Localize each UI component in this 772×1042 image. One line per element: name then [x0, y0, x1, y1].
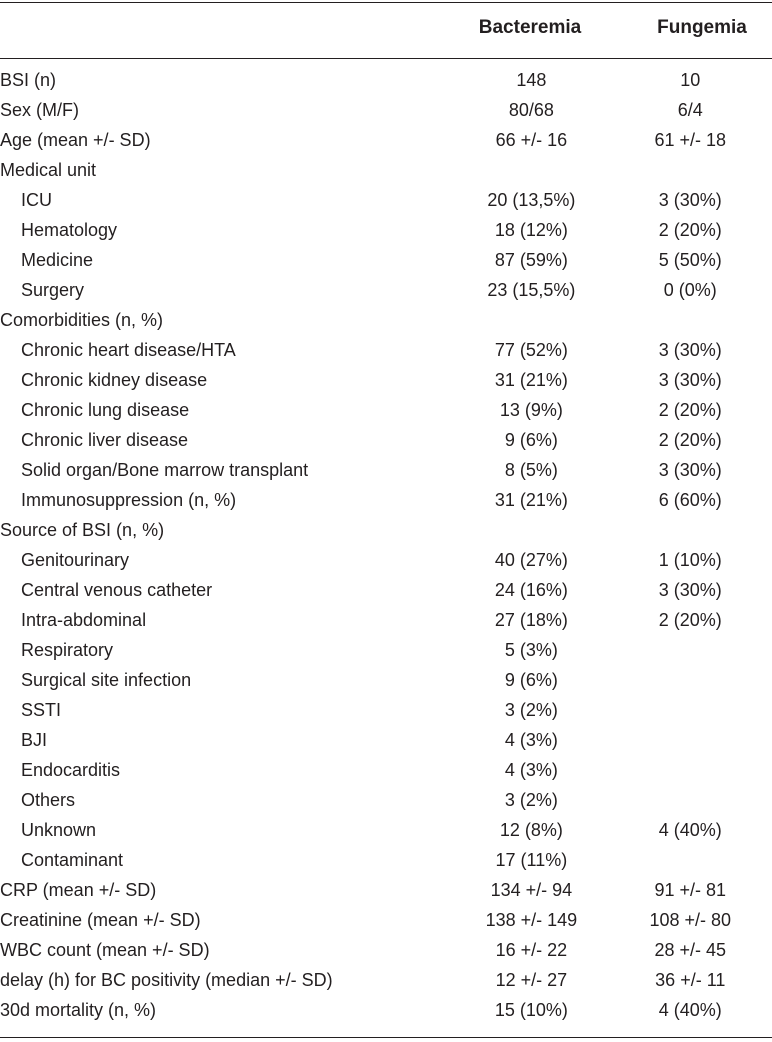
cell-bacteremia: 80/68: [508, 100, 554, 120]
cell-bacteremia: [454, 155, 608, 185]
row-label: WBC count (mean +/- SD): [0, 940, 210, 960]
cell-fungemia: 10: [680, 70, 701, 90]
row-sub-label: Hematology: [21, 220, 118, 240]
cell-fungemia: [609, 635, 772, 665]
row-sub-label: Chronic liver disease: [21, 430, 189, 450]
cell-bacteremia: 31 (21%): [494, 490, 568, 510]
cell-bacteremia: 24 (16%): [494, 580, 568, 600]
cell-fungemia: [609, 515, 772, 545]
table-row: [0, 95, 772, 125]
row-sub-label: Unknown: [21, 820, 97, 840]
row-sub-label: BJI: [21, 730, 48, 750]
table-row: [0, 905, 772, 935]
table-row: [0, 335, 772, 365]
row-label: Age (mean +/- SD): [0, 130, 151, 150]
cell-bacteremia: 23 (15,5%): [487, 280, 576, 300]
cell-bacteremia: 27 (18%): [494, 610, 568, 630]
cell-fungemia: 91 +/- 81: [654, 880, 727, 900]
row-label: Source of BSI (n, %): [0, 520, 165, 540]
cell-bacteremia: [454, 515, 608, 545]
row-sub-label: Medicine: [21, 250, 94, 270]
cell-bacteremia: 138 +/- 149: [485, 910, 578, 930]
cell-fungemia: [609, 845, 772, 875]
table-row: [0, 125, 772, 155]
table-row: [0, 395, 772, 425]
row-label: delay (h) for BC positivity (median +/- SD): [0, 970, 333, 990]
table-row: [0, 995, 772, 1025]
cell-fungemia: 0 (0%): [663, 280, 717, 300]
table-row: [0, 875, 772, 905]
table-row: [0, 725, 772, 755]
table-row: [0, 515, 772, 545]
cell-bacteremia: 31 (21%): [494, 370, 568, 390]
cell-bacteremia: 13 (9%): [499, 400, 563, 420]
cell-bacteremia: 15 (10%): [494, 1000, 568, 1020]
table-row: [0, 605, 772, 635]
table-row: [0, 185, 772, 215]
row-sub-label: Respiratory: [21, 640, 114, 660]
table-bottom-rule: [0, 1037, 772, 1038]
table-row: [0, 425, 772, 455]
cell-fungemia: 3 (30%): [658, 190, 722, 210]
table-row: [0, 365, 772, 395]
table-row: [0, 245, 772, 275]
row-sub-label: Solid organ/Bone marrow transplant: [21, 460, 309, 480]
cell-fungemia: 3 (30%): [658, 340, 722, 360]
row-sub-label: Others: [21, 790, 76, 810]
table-row: [0, 455, 772, 485]
cell-fungemia: [609, 785, 772, 815]
cell-fungemia: [609, 305, 772, 335]
cell-bacteremia: 148: [516, 70, 547, 90]
cell-fungemia: 2 (20%): [658, 400, 722, 420]
table-row: [0, 755, 772, 785]
row-label: Medical unit: [0, 160, 97, 180]
cell-bacteremia: 8 (5%): [504, 460, 558, 480]
cell-bacteremia: 12 +/- 27: [495, 970, 568, 990]
row-sub-label: ICU: [21, 190, 52, 210]
table-row: [0, 665, 772, 695]
row-label: CRP (mean +/- SD): [0, 880, 157, 900]
cell-fungemia: 2 (20%): [658, 220, 722, 240]
cell-bacteremia: 9 (6%): [504, 430, 558, 450]
cell-fungemia: [609, 155, 772, 185]
cell-bacteremia: 3 (2%): [504, 790, 558, 810]
cell-bacteremia: 40 (27%): [494, 550, 568, 570]
table-row: [0, 155, 772, 185]
cell-bacteremia: 20 (13,5%): [487, 190, 576, 210]
row-label: BSI (n): [0, 70, 57, 90]
row-sub-label: Surgery: [21, 280, 85, 300]
cell-bacteremia: 3 (2%): [504, 700, 558, 720]
cell-bacteremia: 4 (3%): [504, 730, 558, 750]
cell-fungemia: 108 +/- 80: [649, 910, 732, 930]
table-row: [0, 545, 772, 575]
cell-bacteremia: 12 (8%): [499, 820, 563, 840]
row-label: Sex (M/F): [0, 100, 79, 120]
cell-bacteremia: 87 (59%): [494, 250, 568, 270]
row-sub-label: Genitourinary: [21, 550, 130, 570]
row-sub-label: Surgical site infection: [21, 670, 192, 690]
cell-bacteremia: 134 +/- 94: [490, 880, 573, 900]
table-row: [0, 305, 772, 335]
table-row: [0, 65, 772, 95]
row-sub-label: Central venous catheter: [21, 580, 213, 600]
cell-fungemia: 3 (30%): [658, 580, 722, 600]
row-label: Comorbidities (n, %): [0, 310, 164, 330]
cell-fungemia: 36 +/- 11: [655, 970, 726, 990]
cell-bacteremia: 18 (12%): [494, 220, 568, 240]
cell-fungemia: 61 +/- 18: [654, 130, 727, 150]
column-header-fungemia: Fungemia: [657, 17, 747, 38]
cell-bacteremia: 77 (52%): [494, 340, 568, 360]
table-row: [0, 815, 772, 845]
table-top-rule: [0, 2, 772, 3]
cell-bacteremia: 17 (11%): [495, 850, 568, 870]
row-sub-label: Immunosuppression (n, %): [21, 490, 237, 510]
table-row: [0, 965, 772, 995]
column-header-bacteremia: Bacteremia: [478, 17, 582, 38]
cell-fungemia: 3 (30%): [658, 460, 722, 480]
row-sub-label: Endocarditis: [21, 760, 121, 780]
row-sub-label: Intra-abdominal: [21, 610, 147, 630]
cell-fungemia: 4 (40%): [658, 820, 722, 840]
cell-bacteremia: 4 (3%): [504, 760, 558, 780]
table-body: [0, 65, 772, 1025]
cell-fungemia: [609, 755, 772, 785]
row-sub-label: Contaminant: [21, 850, 124, 870]
cell-fungemia: 2 (20%): [658, 610, 722, 630]
row-sub-label: SSTI: [21, 700, 62, 720]
table-row: [0, 635, 772, 665]
row-sub-label: Chronic kidney disease: [21, 370, 208, 390]
cell-bacteremia: [454, 305, 608, 335]
table-header-rule: [0, 58, 772, 59]
row-sub-label: Chronic lung disease: [21, 400, 190, 420]
cell-bacteremia: 16 +/- 22: [495, 940, 568, 960]
row-label: 30d mortality (n, %): [0, 1000, 157, 1020]
cell-bacteremia: 5 (3%): [504, 640, 558, 660]
table-row: [0, 935, 772, 965]
table-row: [0, 845, 772, 875]
cell-fungemia: [609, 665, 772, 695]
row-sub-label: Chronic heart disease/HTA: [21, 340, 236, 360]
cell-fungemia: 28 +/- 45: [654, 940, 727, 960]
table-row: [0, 695, 772, 725]
row-label: Creatinine (mean +/- SD): [0, 910, 201, 930]
cell-fungemia: 6 (60%): [658, 490, 722, 510]
table-header-row: [0, 14, 772, 46]
cell-bacteremia: 66 +/- 16: [495, 130, 568, 150]
table-row: [0, 575, 772, 605]
cell-fungemia: [609, 725, 772, 755]
table-row: [0, 215, 772, 245]
cell-fungemia: 3 (30%): [658, 370, 722, 390]
cell-fungemia: 4 (40%): [658, 1000, 722, 1020]
cell-fungemia: 6/4: [677, 100, 703, 120]
table-row: [0, 785, 772, 815]
cell-bacteremia: 9 (6%): [504, 670, 558, 690]
table-row: [0, 485, 772, 515]
cell-fungemia: 2 (20%): [658, 430, 722, 450]
cell-fungemia: 5 (50%): [658, 250, 722, 270]
cell-fungemia: 1 (10%): [658, 550, 722, 570]
table-row: [0, 275, 772, 305]
cell-fungemia: [609, 695, 772, 725]
